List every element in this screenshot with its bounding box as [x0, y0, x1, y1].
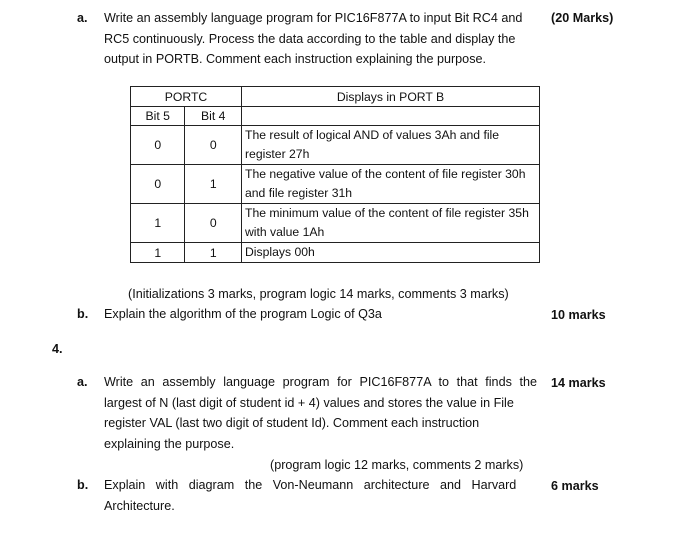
table-row [131, 165, 540, 204]
bit5-cell: 1 [131, 204, 185, 243]
q4a-line-4: explaining the purpose. [104, 436, 235, 451]
bit4-cell: 0 [185, 126, 242, 165]
portc-header: PORTC [131, 87, 242, 107]
portc-displays-table [130, 86, 540, 263]
q4a-marks: 14 marks [551, 376, 606, 390]
q3-marks-breakdown: (Initializations 3 marks, program logic 14 marks, comments 3 marks) [128, 287, 509, 301]
q4-number: 4. [52, 342, 63, 356]
table-row [131, 204, 540, 243]
q4b-marks: 6 marks [551, 479, 599, 493]
q3a-text [104, 8, 544, 70]
q4a-label: a. [77, 375, 88, 389]
q4a-marks-breakdown: (program logic 12 marks, comments 2 marks) [270, 458, 524, 472]
display-cell: The result of logical AND of values 3Ah and file register 27h [242, 126, 540, 165]
bit5-header: Bit 5 [131, 107, 185, 126]
bit4-cell: 1 [185, 165, 242, 204]
bit4-cell: 0 [185, 204, 242, 243]
q4b-line-2: Architecture. [104, 498, 175, 513]
q4b-text [104, 475, 537, 516]
q3a-line-3: output in PORTB. Comment each instruction explaining the purpose. [104, 52, 486, 66]
q3a-line-2: RC5 continuously. Process the data according to the table and display the [104, 31, 516, 46]
q4a-text [104, 372, 537, 454]
bit4-cell: 1 [185, 243, 242, 263]
q4a-line-3: register VAL (last two digit of student Id). Comment each instruction [104, 416, 480, 430]
bit5-cell: 0 [131, 126, 185, 165]
table-row [131, 126, 540, 165]
displays-header-blank [242, 107, 540, 126]
q4b-line-1: Explain with diagram the Von-Neumann architecture and Harvard [104, 478, 517, 492]
display-cell: The minimum value of the content of file register 35h with value 1Ah [242, 204, 540, 243]
display-cell: Displays 00h [242, 243, 540, 263]
q3a-marks: (20 Marks) [551, 11, 614, 25]
q3b-text: Explain the algorithm of the program Logic of Q3a [104, 307, 382, 321]
q3b-label: b. [77, 307, 89, 321]
q4b-label: b. [77, 478, 89, 492]
displays-header: Displays in PORT B [242, 87, 540, 107]
display-cell: The negative value of the content of file register 30h and file register 31h [242, 165, 540, 204]
bit5-cell: 1 [131, 243, 185, 263]
q3a-line-1: Write an assembly language program for PIC16F877A to input Bit RC4 and [104, 11, 523, 25]
bit4-header: Bit 4 [185, 107, 242, 126]
q4a-line-2: largest of N (last digit of student id + 4) values and stores the value in File [104, 395, 514, 410]
q4a-line-1: Write an assembly language program for PIC16F877A to that finds the [104, 375, 537, 389]
bit5-cell: 0 [131, 165, 185, 204]
q3b-marks: 10 marks [551, 308, 606, 322]
q3a-label: a. [77, 11, 88, 25]
table-row [131, 243, 540, 263]
